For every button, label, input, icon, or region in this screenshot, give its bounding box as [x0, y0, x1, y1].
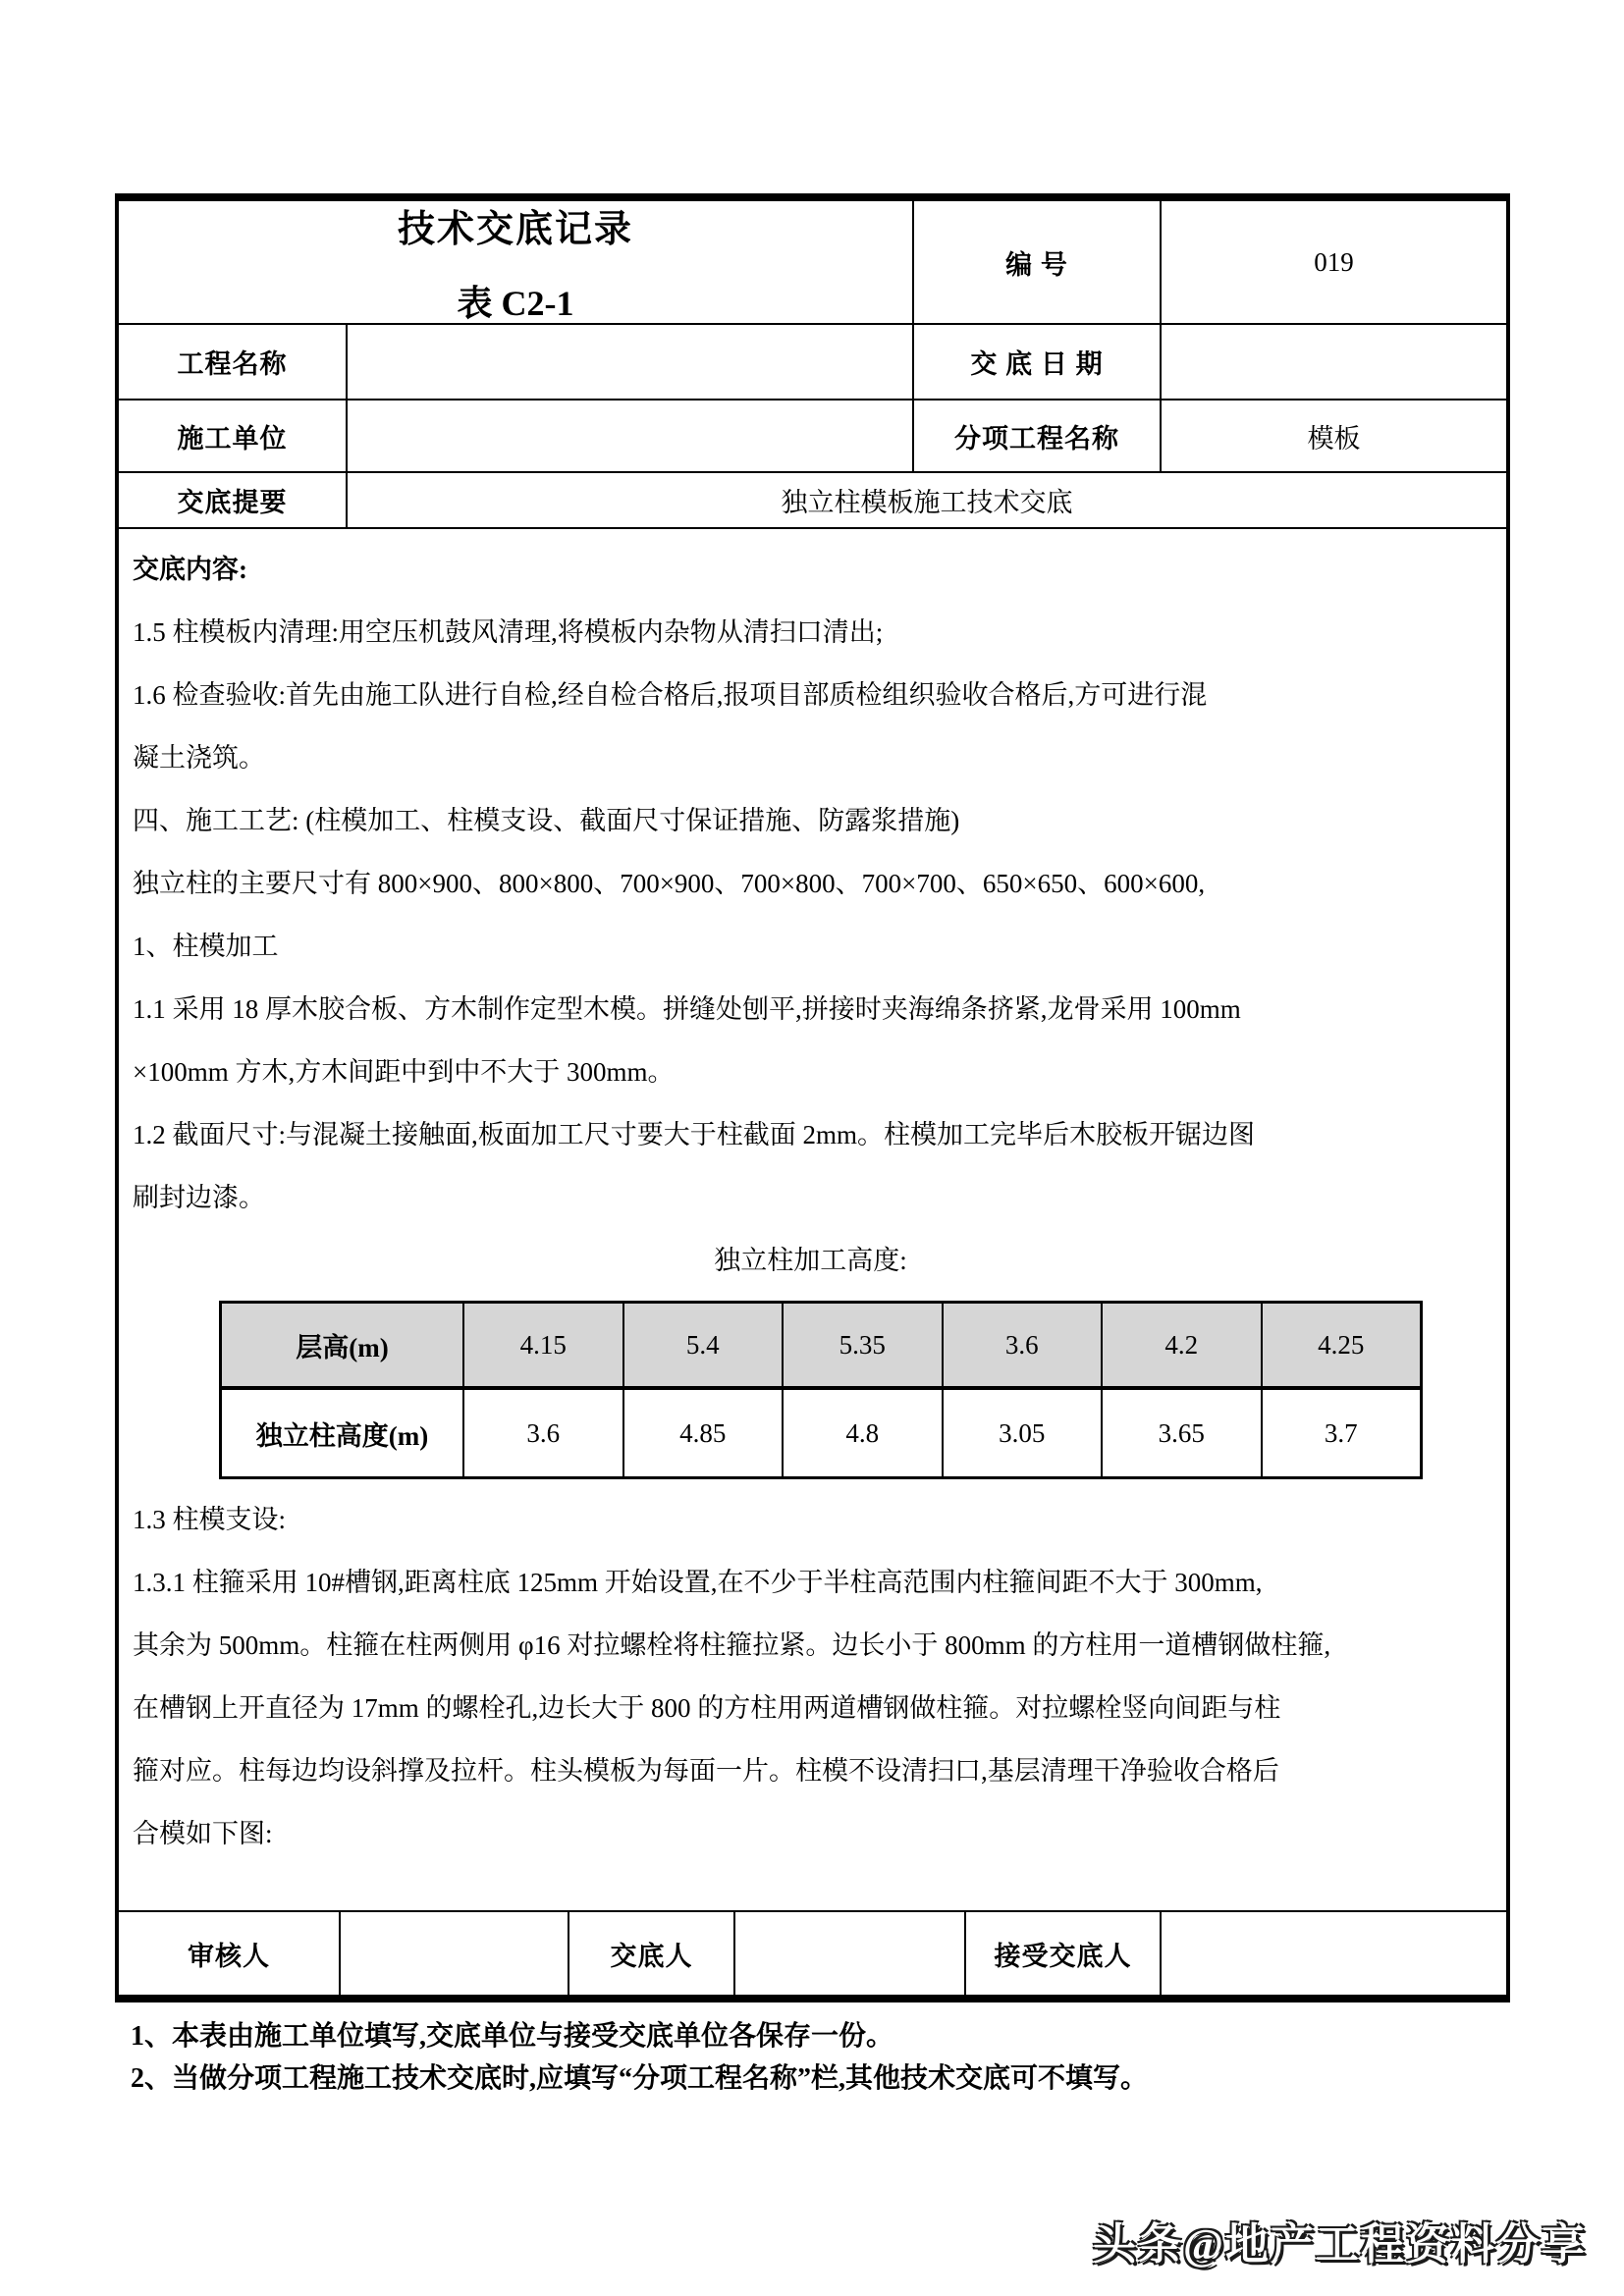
form-code: 表 C2-1: [457, 284, 574, 323]
table-data-cell: 独立柱高度(m): [222, 1390, 464, 1476]
table-header-cell: 层高(m): [222, 1304, 464, 1386]
number-value: 019: [1314, 246, 1354, 277]
table-data-cell: 3.7: [1324, 1417, 1358, 1448]
summary-label: 交底提要: [119, 473, 348, 527]
table-header-cell: 5.35: [784, 1304, 944, 1386]
footer-note-2: 2、当做分项工程施工技术交底时,应填写“分项工程名称”栏,其他技术交底可不填写。: [131, 2062, 1149, 2094]
disclosure-form-table: [115, 193, 1510, 2002]
summary-row: [119, 473, 1506, 529]
reviewer-label: 审核人: [119, 1912, 341, 1995]
disclosure-date-label: 交 底 日 期: [914, 325, 1162, 399]
content-heading: 交底内容:: [133, 554, 247, 584]
footer-notes: [131, 2012, 1148, 2097]
title-row: [119, 201, 1506, 325]
table-header-cell: 5.4: [624, 1304, 785, 1386]
content-line: 1.1 采用 18 厚木胶合板、方木制作定型木模。拼缝处刨平,拼接时夹海绵条挤紧,龙骨采用 100mm: [133, 993, 1241, 1024]
receiver-value: [1162, 1912, 1506, 1995]
table-data-cell: 3.05: [944, 1390, 1104, 1476]
subproject-name-label: 分项工程名称: [914, 400, 1162, 471]
column-height-table-header-row: [222, 1304, 1420, 1390]
form-title: 技术交底记录: [397, 209, 633, 250]
disclosure-date-value: [1162, 325, 1506, 399]
content-line: 刷封边漆。: [133, 1182, 265, 1212]
construction-unit-label: 施工单位: [119, 400, 348, 471]
column-height-table-caption: 独立柱加工高度:: [714, 1245, 907, 1275]
content-line: 1.3 柱模支设:: [133, 1504, 287, 1534]
table-data-cell: 3.6: [464, 1390, 624, 1476]
discloser-label: 交底人: [569, 1912, 735, 1995]
content-line: 1.3.1 柱箍采用 10#槽钢,距离柱底 125mm 开始设置,在不少于半柱高范围内柱箍间距不大于 300mm,: [133, 1567, 1263, 1597]
content-line: 1.6 检查验收:首先由施工队进行自检,经自检合格后,报项目部质检组织验收合格后,方可进行混: [133, 679, 1208, 710]
column-height-table: [219, 1301, 1423, 1479]
project-name-label: 工程名称: [119, 325, 348, 399]
table-header-cell: 4.15: [464, 1304, 624, 1386]
content-line: 1.2 截面尺寸:与混凝土接触面,板面加工尺寸要大于柱截面 2mm。柱模加工完毕后木胶板开锯边图: [133, 1119, 1256, 1149]
content-line: 其余为 500mm。柱箍在柱两侧用 φ16 对拉螺栓将柱箍拉紧。边长小于 800mm 的方柱用一道槽钢做柱箍,: [133, 1629, 1331, 1660]
number-label: 编 号: [914, 201, 1162, 323]
project-name-value: [348, 325, 914, 399]
project-row: [119, 325, 1506, 400]
table-header-cell: 4.25: [1318, 1329, 1365, 1360]
signature-row: [119, 1912, 1506, 1995]
unit-row: [119, 400, 1506, 473]
content-line: 在槽钢上开直径为 17mm 的螺栓孔,边长大于 800 的方柱用两道槽钢做柱箍。对拉螺栓竖向间距与柱: [133, 1692, 1281, 1723]
content-line: ×100mm 方木,方木间距中到中不大于 300mm。: [133, 1056, 675, 1087]
content-line: 独立柱的主要尺寸有 800×900、800×800、700×900、700×800、700×700、650×650、600×600,: [133, 868, 1206, 898]
table-data-cell: 3.65: [1103, 1390, 1263, 1476]
content-row: [119, 529, 1506, 1912]
content-line: 1、柱模加工: [133, 931, 279, 961]
construction-unit-value: [348, 400, 914, 471]
content-line: 合模如下图:: [133, 1818, 273, 1848]
watermark: 头条@地产工程资料分享: [1093, 2220, 1587, 2269]
receiver-label: 接受交底人: [966, 1912, 1162, 1995]
content-cell: [119, 529, 1506, 1910]
column-height-table-data-row: [222, 1390, 1420, 1476]
summary-value: 独立柱模板施工技术交底: [781, 488, 1073, 517]
content-line: 四、施工工艺: (柱模加工、柱模支设、截面尺寸保证措施、防露浆措施): [133, 805, 960, 835]
table-header-cell: 3.6: [944, 1304, 1104, 1386]
subproject-name-value: 模板: [1307, 423, 1361, 454]
content-line: 凝土浇筑。: [133, 742, 265, 773]
footer-note-1: 1、本表由施工单位填写,交底单位与接受交底单位各保存一份。: [131, 2020, 894, 2052]
content-line: 1.5 柱模板内清理:用空压机鼓风清理,将模板内杂物从清扫口清出;: [133, 616, 884, 647]
title-cell: [119, 201, 914, 323]
table-data-cell: 4.8: [784, 1390, 944, 1476]
content-line: 箍对应。柱每边均设斜撑及拉杆。柱头模板为每面一片。柱模不设清扫口,基层清理干净验收合格后: [133, 1755, 1279, 1786]
table-data-cell: 4.85: [624, 1390, 785, 1476]
discloser-value: [735, 1912, 966, 1995]
table-header-cell: 4.2: [1103, 1304, 1263, 1386]
reviewer-value: [341, 1912, 569, 1995]
